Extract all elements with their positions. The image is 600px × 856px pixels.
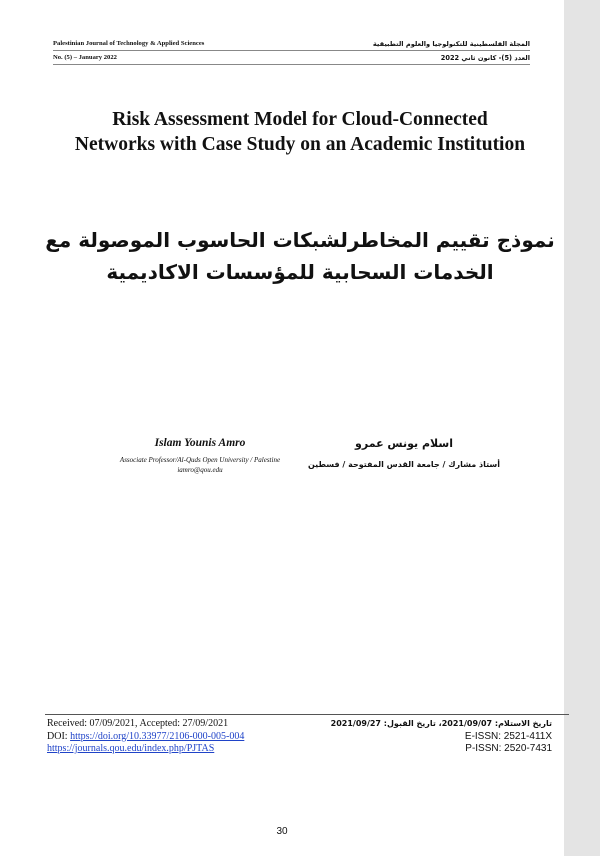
issue-en: No. (5) – January 2022 bbox=[53, 54, 117, 61]
doi-label: DOI: bbox=[47, 730, 71, 742]
paper-title-ar: نموذج تقييم المخاطرلشبكات الحاسوب الموصولة مع الخدمات السحابية للمؤسسات الاكاديمية bbox=[45, 228, 555, 284]
issue-ar: العدد (5)- كانون ثاني 2022 bbox=[440, 54, 530, 62]
journal-link[interactable]: https://journals.qou.edu/index.php/PJTAS bbox=[47, 743, 215, 754]
journal-name-ar: المجلة الفلسطينية للتكنولوجيا والعلوم التطبيقية bbox=[372, 40, 530, 48]
received-dates: Received: 07/09/2021, Accepted: 27/09/2021 bbox=[47, 718, 229, 729]
eissn: E-ISSN: 2521-411X bbox=[464, 730, 552, 742]
pissn: P-ISSN: 2520-7431 bbox=[465, 743, 552, 754]
footer-right bbox=[331, 718, 552, 756]
author-email: iamro@qou.edu bbox=[177, 466, 223, 474]
journal-name-en: Palestinian Journal of Technology & Applied Sciences bbox=[53, 40, 205, 47]
doi-link[interactable]: https://doi.org/10.33977/2106-000-005-004 bbox=[70, 730, 245, 742]
paper-title-en: Risk Assessment Model for Cloud-Connected Networks with Case Study on an Academic Institution bbox=[74, 109, 526, 155]
header-rule-bottom bbox=[53, 64, 530, 65]
footer-left bbox=[47, 718, 244, 756]
author-name-ar: اسلام يونس عمرو bbox=[355, 437, 453, 450]
footer-rule bbox=[45, 714, 569, 715]
author-name-en: Islam Younis Amro bbox=[154, 437, 246, 449]
author-affiliation-ar: أستاذ مشارك / جامعة القدس المفتوحة / فسطين bbox=[307, 460, 500, 469]
author-block-ar bbox=[284, 437, 524, 469]
page-margin-strip bbox=[564, 0, 600, 856]
author-affiliation-en: Associate Professor/Al-Quds Open University / Palestine bbox=[119, 456, 281, 464]
doi-line bbox=[47, 731, 244, 744]
dates-ar: تاريخ الاستلام: 2021/09/07، تاريخ القبول: 2021/09/27 bbox=[330, 719, 552, 728]
header-rule-top bbox=[53, 50, 530, 51]
page-number: 30 bbox=[276, 826, 288, 837]
